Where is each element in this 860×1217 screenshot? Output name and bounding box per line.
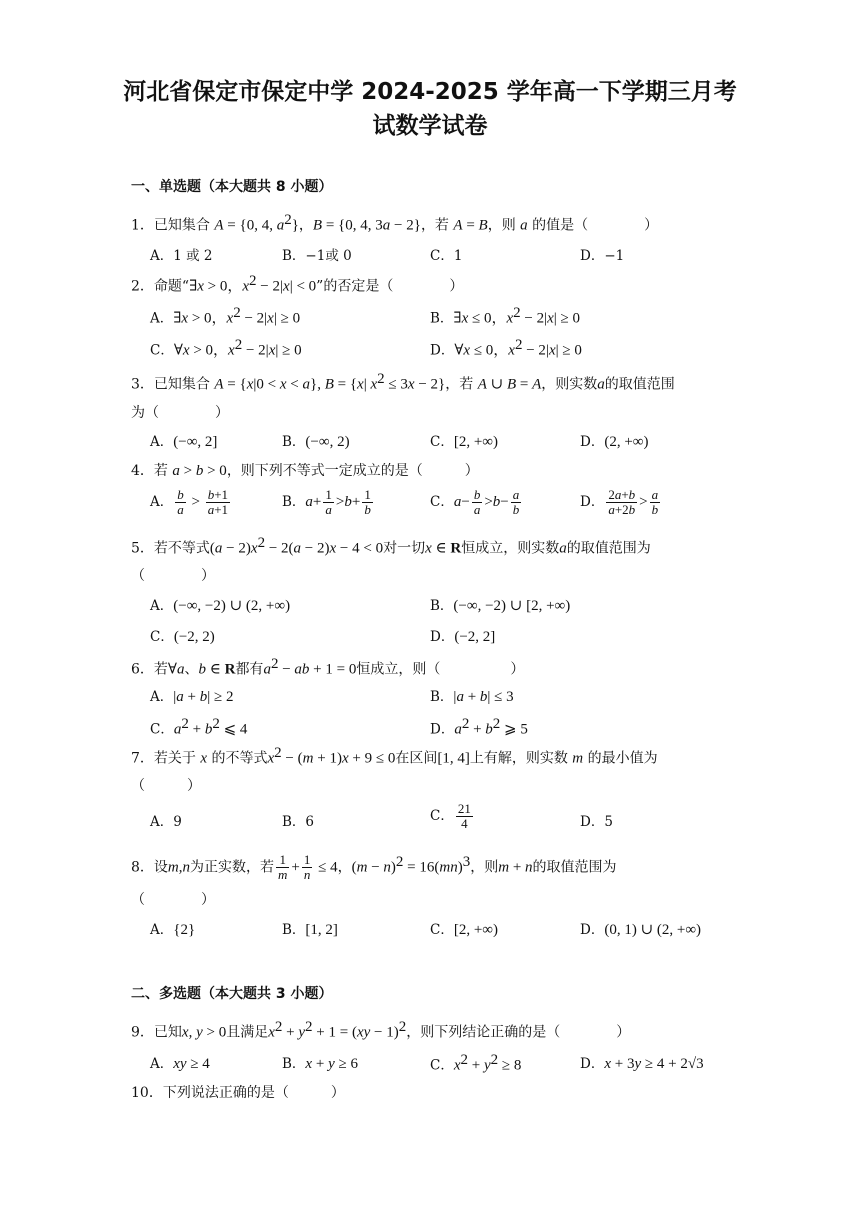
q8-option-a: A．{2} bbox=[150, 922, 196, 938]
q7-option-b: B．6 bbox=[282, 814, 315, 830]
q4-option-a: A． $\frac{b}{a}$ > $\frac{b+1}{a+1}$ bbox=[150, 487, 229, 517]
question-9: 9．已知x, y > 0且满足$x^2 + y^2 + 1 = (xy - 1)^2$，则下列结论正确的是（ ） bbox=[131, 1019, 631, 1041]
q7-option-a: A．9 bbox=[150, 814, 182, 830]
q5-option-c: C．(−2, 2) bbox=[150, 629, 215, 645]
question-5-line2: （ ） bbox=[131, 568, 215, 584]
q6-option-c: C．$a^2 + b^2$ ⩽ 4 bbox=[150, 716, 248, 738]
question-8-line2: （ ） bbox=[131, 892, 215, 908]
q4-option-c: C．a− $\frac{b}{a}$ >b− $\frac{a}{b}$ bbox=[430, 487, 520, 517]
q9-option-d: D．x + 3y ≥ 4 + 2√3 bbox=[580, 1056, 704, 1072]
q6-option-d: D．$a^2 + b^2$ ⩾ 5 bbox=[430, 716, 528, 738]
question-3: 3．已知集合 A = {x|0 < x < a}, B = {x| $x^2 \le 3x - 2$}，若 A ∪ B = A，则实数a的取值范围 bbox=[131, 371, 675, 393]
q5-option-a: A．(−∞, −2) ∪ (2, +∞) bbox=[150, 598, 291, 614]
q6-option-a: A．|a + b| ≥ 2 bbox=[150, 689, 234, 705]
q1-option-c: C．1 bbox=[430, 248, 463, 264]
q3-option-c: C．[2, +∞) bbox=[430, 434, 498, 450]
q5-option-b: B．(−∞, −2) ∪ [2, +∞) bbox=[430, 598, 571, 614]
q3-option-d: D．(2, +∞) bbox=[580, 434, 649, 450]
q9-option-b: B．x + y ≥ 6 bbox=[282, 1056, 358, 1072]
q5-option-d: D．(−2, 2] bbox=[430, 629, 496, 645]
q2-option-c: C．∀x > 0，$x^2 - 2|x| \ge 0$ bbox=[150, 337, 302, 359]
section-single-choice: 一、单选题（本大题共 8 小题） bbox=[131, 179, 333, 195]
question-2: 2．命题“∃x > 0，$x^2 - 2|x| < 0$”的否定是（ ） bbox=[131, 273, 464, 295]
q8-option-b: B．[1, 2] bbox=[282, 922, 338, 938]
q2-option-b: B．∃x ≤ 0，$x^2 - 2|x| \ge 0$ bbox=[430, 305, 581, 327]
q1-option-d: D．−1 bbox=[580, 248, 625, 264]
question-number: 1． bbox=[131, 217, 154, 234]
q8-option-c: C．[2, +∞) bbox=[430, 922, 498, 938]
question-4: 4．若 a > b > 0，则下列不等式一定成立的是（ ） bbox=[131, 463, 479, 479]
q1-option-a: A．1 或 2 bbox=[150, 248, 213, 264]
q7-option-d: D．5 bbox=[580, 814, 613, 830]
q4-option-b: B．a+ $\frac{1}{a}$ >b+ $\frac{1}{b}$ bbox=[282, 487, 371, 517]
question-7: 7．若关于 x 的不等式$x^2 - (m + 1)x + 9 \le 0$在区间[1, 4]上有解，则实数 m 的最小值为 bbox=[131, 745, 658, 767]
q3-option-b: B．(−∞, 2) bbox=[282, 434, 350, 450]
question-1: 1．已知集合 A = {0, 4, $a^2$}，B = {0, 4, 3a − 2}，若 A = B，则 a 的值是（ ） bbox=[131, 212, 659, 234]
question-3-line2: 为（ ） bbox=[131, 405, 229, 421]
q1-option-b: B．−1或 0 bbox=[282, 248, 352, 264]
question-5: 5．若不等式$(a - 2)x^2 - 2(a - 2)x - 4 < 0$对一切x ∈ R恒成立，则实数a的取值范围为 bbox=[131, 535, 651, 557]
q9-option-a: A．xy ≥ 4 bbox=[150, 1056, 210, 1072]
q4-option-d: D． $\frac{2a+b}{a+2b}$ > $\frac{a}{b}$ bbox=[580, 487, 659, 517]
q2-option-a: A．∃x > 0，$x^2 - 2|x| \ge 0$ bbox=[150, 305, 301, 327]
page-title-line2: 试数学试卷 bbox=[372, 113, 488, 139]
q3-option-a: A．(−∞, 2] bbox=[150, 434, 218, 450]
question-8: 8．设m,n为正实数，若 $\frac{1}{m}$ + $\frac{1}{n}$ ≤ 4，$(m - n)^2 = 16(mn)^3$，则m + n的取值范围为 bbox=[131, 852, 617, 882]
q8-option-d: D．(0, 1) ∪ (2, +∞) bbox=[580, 922, 702, 938]
q9-option-c: C．$x^2 + y^2 \ge 8$ bbox=[430, 1052, 522, 1074]
question-6: 6．若∀a、b ∈ R都有$a^2$ − ab + 1 = 0恒成立，则（ ） bbox=[131, 656, 525, 678]
question-10: 10．下列说法正确的是（ ） bbox=[131, 1085, 345, 1101]
q2-option-d: D．∀x ≤ 0，$x^2 - 2|x| \ge 0$ bbox=[430, 337, 582, 359]
q7-option-c: C． $\frac{21}{4}$ bbox=[430, 801, 471, 831]
page-title-line1: 河北省保定市保定中学 2024-2025 学年高一下学期三月考 bbox=[123, 79, 737, 105]
question-7-line2: （ ） bbox=[131, 778, 201, 794]
q6-option-b: B．|a + b| ≤ 3 bbox=[430, 689, 514, 705]
section-multiple-choice: 二、多选题（本大题共 3 小题） bbox=[131, 986, 333, 1002]
